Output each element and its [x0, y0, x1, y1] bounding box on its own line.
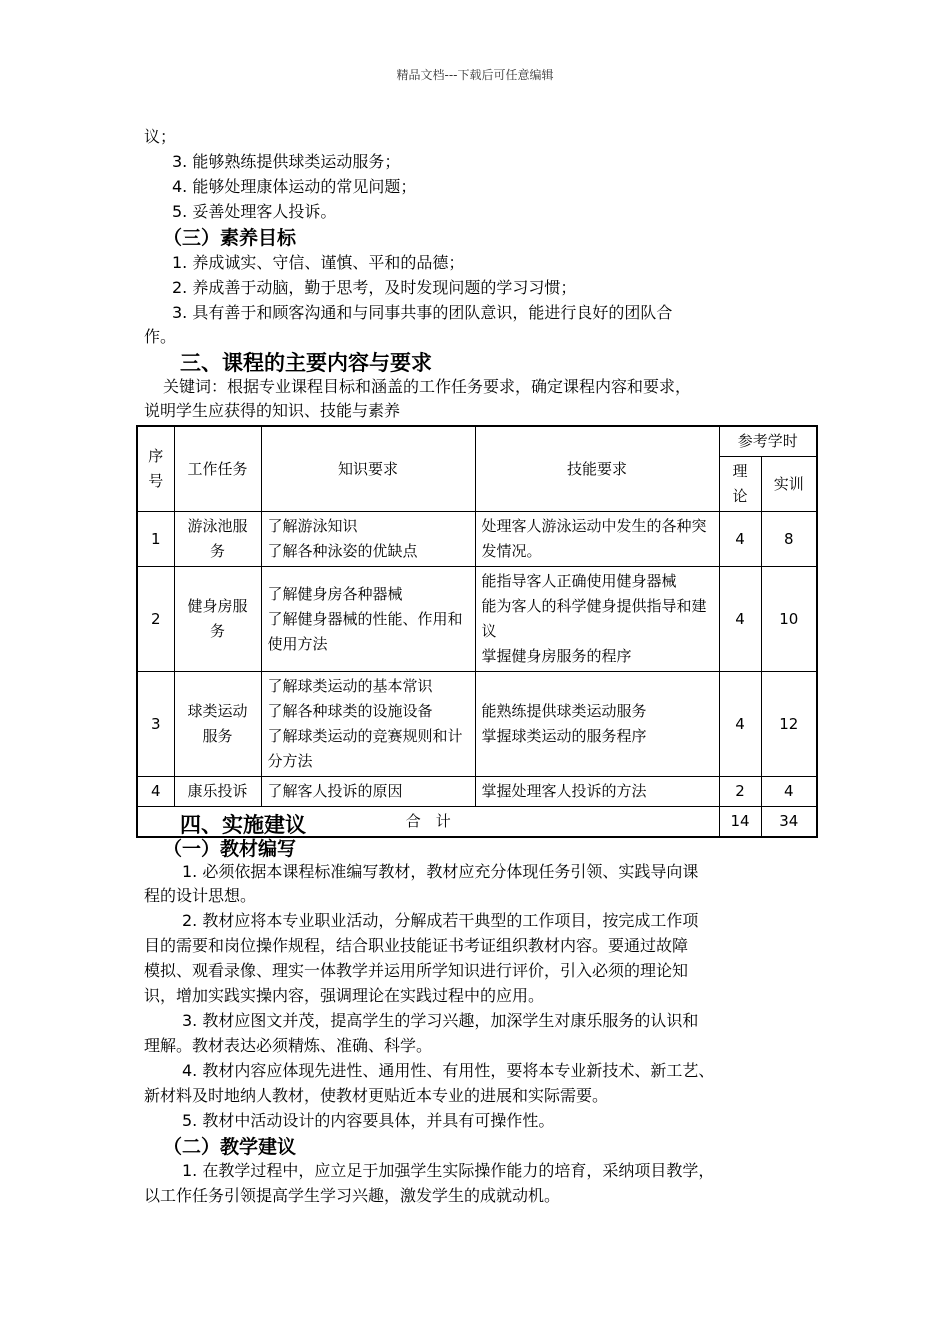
- section-heading: （二）教学建议: [163, 1136, 297, 1158]
- knowledge-line: 了解游泳知识: [267, 517, 358, 535]
- text-line: 2. 教材应将本专业职业活动，分解成若干典型的工作项目，按完成工作项: [182, 911, 699, 930]
- text-line: 4. 教材内容应体现先进性、通用性、有用性，要将本专业新技术、新工艺、: [182, 1061, 715, 1080]
- cell-task: 康乐投诉: [174, 777, 261, 807]
- total-theory: 14: [719, 807, 761, 838]
- text-line: 3. 具有善于和顾客沟通和与同事共事的团队意识，能进行良好的团队合: [172, 303, 673, 322]
- header-theory: 理论: [719, 457, 761, 512]
- cell-theory: 4: [719, 512, 761, 567]
- text-line: 1. 在教学过程中，应立足于加强学生实际操作能力的培育，采纳项目教学，: [182, 1161, 715, 1180]
- header-hours: 参考学时: [719, 426, 817, 457]
- table-row: [137, 512, 817, 567]
- page-header: 精品文档---下载后可任意编辑: [396, 68, 554, 82]
- text-line: 程的设计思想。: [144, 886, 257, 905]
- skill-line: 能指导客人正确使用健身器械: [481, 572, 677, 590]
- text-line: 5. 妥善处理客人投诉。: [172, 202, 337, 221]
- knowledge-line: 了解健身器械的性能、作用和使用方法: [267, 609, 463, 653]
- text-line: 2. 养成善于动脑，勤于思考，及时发现问题的学习习惯；: [172, 278, 577, 297]
- chapter-heading: 三、课程的主要内容与要求: [180, 351, 432, 375]
- cell-task: 游泳池服务: [174, 512, 261, 567]
- knowledge-line: 了解客人投诉的原因: [267, 782, 403, 800]
- cell-seq: 3: [137, 672, 174, 777]
- skill-line: 掌握球类运动的服务程序: [481, 727, 647, 745]
- text-line: 1. 养成诚实、守信、谨慎、平和的品德；: [172, 253, 465, 272]
- header-task: 工作任务: [174, 426, 261, 512]
- text-line: 识，增加实践实操内容，强调理论在实践过程中的应用。: [144, 986, 545, 1005]
- cell-knowledge: [261, 512, 475, 567]
- knowledge-line: 了解球类运动的竞赛规则和计分方法: [267, 727, 463, 770]
- knowledge-line: 了解各种球类的设施设备: [267, 702, 433, 720]
- knowledge-line: 了解各种泳姿的优缺点: [267, 542, 418, 560]
- cell-theory: 4: [719, 567, 761, 672]
- text-line: 5. 教材中活动设计的内容要具体，并具有可操作性。: [182, 1111, 555, 1130]
- knowledge-line: 了解健身房各种器械: [267, 584, 403, 603]
- cell-knowledge: [261, 672, 475, 777]
- text-line: 4. 能够处理康体运动的常见问题；: [172, 177, 417, 196]
- table-row: [137, 672, 817, 777]
- cell-practice: 12: [761, 672, 817, 777]
- cell-skill: [475, 672, 719, 777]
- text-line: 1. 必须依据本课程标准编写教材，教材应充分体现任务引领、实践导向课: [182, 862, 699, 881]
- section-heading: （三）素养目标: [163, 227, 297, 249]
- text-line: 目的需要和岗位操作规程，结合职业技能证书考证组织教材内容。要通过故障: [144, 936, 689, 955]
- skill-line: 能熟练提供球类运动服务: [481, 702, 647, 720]
- header-skill: 技能要求: [475, 426, 719, 512]
- cell-skill: [475, 567, 719, 672]
- text-line: 3. 能够熟练提供球类运动服务；: [172, 152, 401, 171]
- cell-seq: 4: [137, 777, 174, 807]
- skill-line: 掌握健身房服务的程序: [481, 647, 632, 665]
- header-practice: 实训: [761, 457, 817, 512]
- skill-line: 能为客人的科学健身提供指导和建议: [481, 597, 707, 640]
- total-label: 合 计: [137, 807, 719, 838]
- cell-practice: 10: [761, 567, 817, 672]
- header-seq: 序号: [137, 426, 174, 512]
- cell-seq: 2: [137, 567, 174, 672]
- course-content-table: [136, 425, 818, 838]
- text-line: 模拟、观看录像、理实一体教学并运用所学知识进行评价，引入必须的理论知: [144, 961, 689, 980]
- cell-skill: [475, 777, 719, 807]
- text-line: 新材料及时地纳人教材，使教材更贴近本专业的进展和实际需要。: [144, 1086, 609, 1105]
- text-line: 议；: [144, 127, 177, 146]
- skill-line: 掌握处理客人投诉的方法: [481, 782, 647, 800]
- text-line: 理解。教材表达必须精炼、准确、科学。: [144, 1036, 433, 1055]
- chapter-heading: 四、实施建议: [180, 813, 306, 837]
- total-practice: 34: [761, 807, 817, 838]
- skill-line: 处理客人游泳运动中发生的各种突发情况。: [481, 517, 707, 560]
- text-line: 作。: [144, 327, 177, 346]
- knowledge-line: 了解球类运动的基本常识: [267, 677, 433, 695]
- cell-practice: 8: [761, 512, 817, 567]
- text-line: 关键词：根据专业课程目标和涵盖的工作任务要求，确定课程内容和要求，: [163, 377, 692, 396]
- text-line: 说明学生应获得的知识、技能与素养: [144, 401, 401, 420]
- section-heading: （一）教材编写: [163, 838, 297, 860]
- cell-task: 球类运动服务: [174, 672, 261, 777]
- header-knowledge: 知识要求: [261, 426, 475, 512]
- cell-theory: 4: [719, 672, 761, 777]
- text-line: 3. 教材应图文并茂，提高学生的学习兴趣，加深学生对康乐服务的认识和: [182, 1011, 699, 1030]
- cell-knowledge: [261, 567, 475, 672]
- cell-practice: 4: [761, 777, 817, 807]
- cell-knowledge: [261, 777, 475, 807]
- table-row: [137, 777, 817, 807]
- cell-task: 健身房服务: [174, 567, 261, 672]
- cell-seq: 1: [137, 512, 174, 567]
- table-row: [137, 567, 817, 672]
- cell-theory: 2: [719, 777, 761, 807]
- text-line: 以工作任务引领提高学生学习兴趣，激发学生的成就动机。: [144, 1186, 561, 1205]
- cell-skill: [475, 512, 719, 567]
